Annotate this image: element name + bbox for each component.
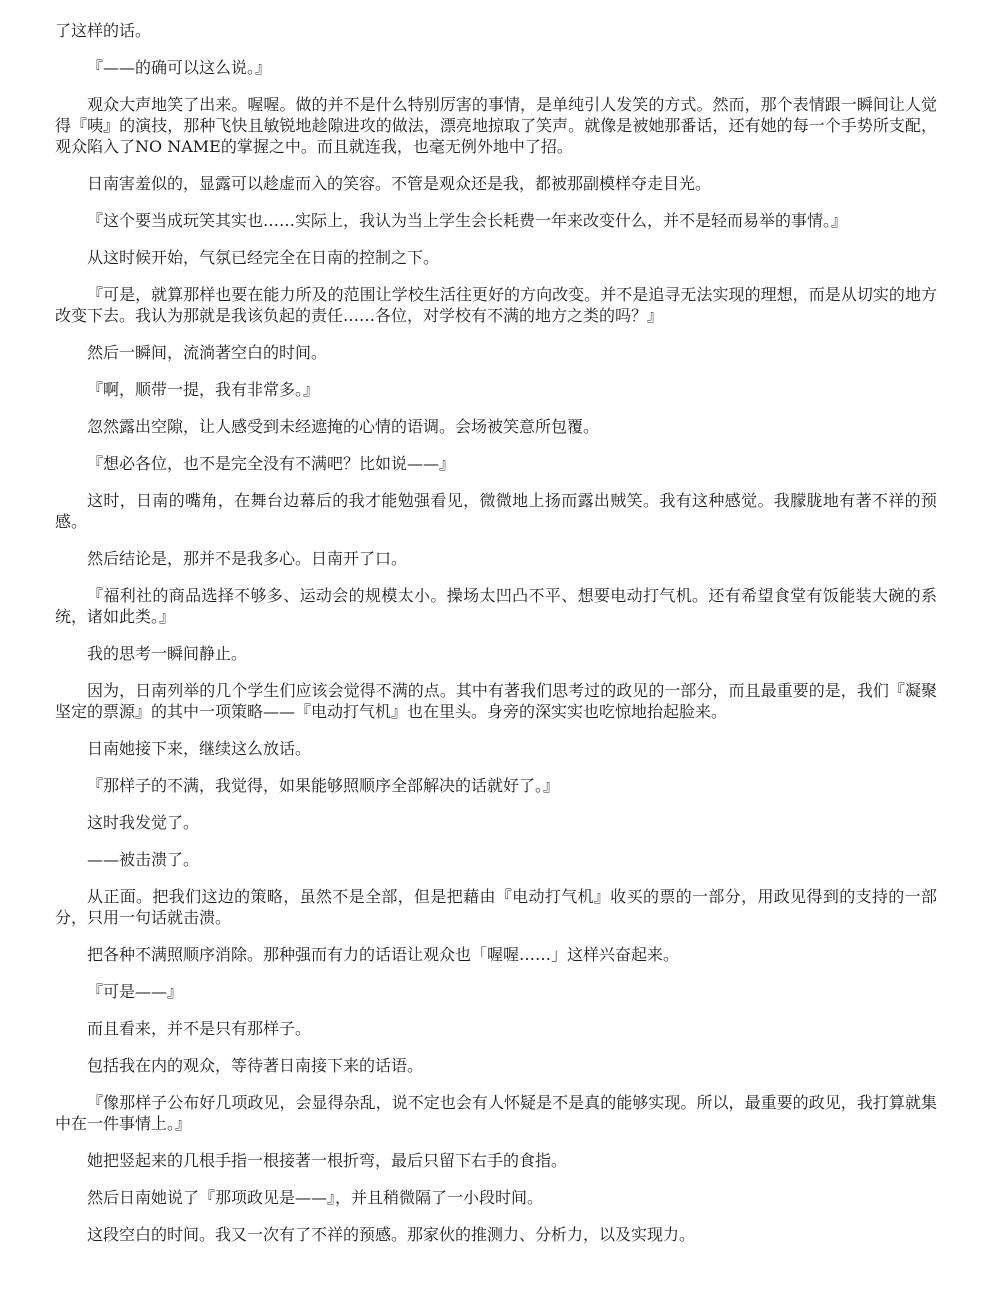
paragraph: 『啊，顺带一提，我有非常多。』 [87, 380, 320, 399]
paragraph: ——被击溃了。 [87, 850, 200, 869]
paragraph: 然后一瞬间，流淌著空白的时间。 [87, 343, 328, 362]
document-page [55, 20, 937, 1261]
paragraph: 然后日南她说了『那项政见是——』，并且稍微隔了一小段时间。 [87, 1188, 544, 1207]
paragraph: 她把竖起来的几根手指一根接著一根折弯，最后只留下右手的食指。 [87, 1151, 568, 1170]
paragraph: 从这时候开始，气氛已经完全在日南的控制之下。 [87, 248, 440, 267]
paragraph: 从正面。把我们这边的策略，虽然不是全部，但是把藉由『电动打气机』收买的票的一部分，用政见得到的支持的一部分，只用一句话就击溃。 [55, 887, 937, 927]
paragraph: 日南她接下来，继续这么放话。 [87, 739, 312, 758]
paragraph: 『这个要当成玩笑其实也……实际上，我认为当上学生会长耗费一年来改变什么，并不是轻而易举的事情。』 [87, 211, 848, 230]
paragraph: 『想必各位，也不是完全没有不满吧？比如说——』 [87, 454, 456, 473]
paragraph: 这时，日南的嘴角，在舞台边幕后的我才能勉强看见，微微地上扬而露出贼笑。我有这种感觉。我朦胧地有著不祥的预感。 [55, 491, 937, 531]
paragraph: 这段空白的时间。我又一次有了不祥的预感。那家伙的推测力、分析力，以及实现力。 [87, 1225, 696, 1244]
paragraph: 把各种不满照顺序消除。那种强而有力的话语让观众也「喔喔……」这样兴奋起来。 [87, 945, 680, 964]
paragraph: 『可是，就算那样也要在能力所及的范围让学校生活往更好的方向改变。并不是追寻无法实现的理想，而是从切实的地方改变下去。我认为那就是我该负起的责任……各位，对学校有不满的地方之类的吗？』 [55, 285, 937, 325]
paragraph: 因为，日南列举的几个学生们应该会觉得不满的点。其中有著我们思考过的政见的一部分，而且最重要的是，我们『凝聚坚定的票源』的其中一项策略——『电动打气机』也在里头。身旁的深实实也吃惊地抬起脸来。 [55, 681, 937, 721]
paragraph: 然后结论是，那并不是我多心。日南开了口。 [87, 549, 408, 568]
paragraph: 『——的确可以这么说。』 [87, 58, 272, 77]
paragraph: 日南害羞似的，显露可以趁虚而入的笑容。不管是观众还是我，都被那副模样夺走目光。 [87, 174, 712, 193]
paragraph: 这时我发觉了。 [87, 813, 200, 832]
paragraph: 包括我在内的观众，等待著日南接下来的话语。 [87, 1056, 424, 1075]
paragraph-continuation: 了这样的话。 [55, 21, 152, 40]
paragraph: 忽然露出空隙，让人感受到未经遮掩的心情的语调。会场被笑意所包覆。 [87, 417, 600, 436]
paragraph: 而且看来，并不是只有那样子。 [87, 1019, 312, 1038]
paragraph: 我的思考一瞬间静止。 [87, 644, 248, 663]
paragraph: 『福利社的商品选择不够多、运动会的规模太小。操场太凹凸不平、想要电动打气机。还有希望食堂有饭能装大碗的系统，诸如此类。』 [55, 586, 937, 626]
paragraph: 『像那样子公布好几项政见，会显得杂乱，说不定也会有人怀疑是不是真的能够实现。所以，最重要的政见，我打算就集中在一件事情上。』 [55, 1093, 937, 1133]
paragraph: 观众大声地笑了出来。喔喔。做的并不是什么特别厉害的事情，是单纯引人发笑的方式。然而，那个表情跟一瞬间让人觉得『咦』的演技，那种飞快且敏锐地趁隙进攻的做法，漂亮地掠取了笑声。就像是被她那番话，还有她的每一个手势所支配，观众陷入了NO NAME的掌握之中。而且就连我，也毫无例外地中了招。 [55, 95, 937, 156]
paragraph: 『可是——』 [87, 982, 184, 1001]
paragraph: 『那样子的不满，我觉得，如果能够照顺序全部解决的话就好了。』 [87, 776, 560, 795]
